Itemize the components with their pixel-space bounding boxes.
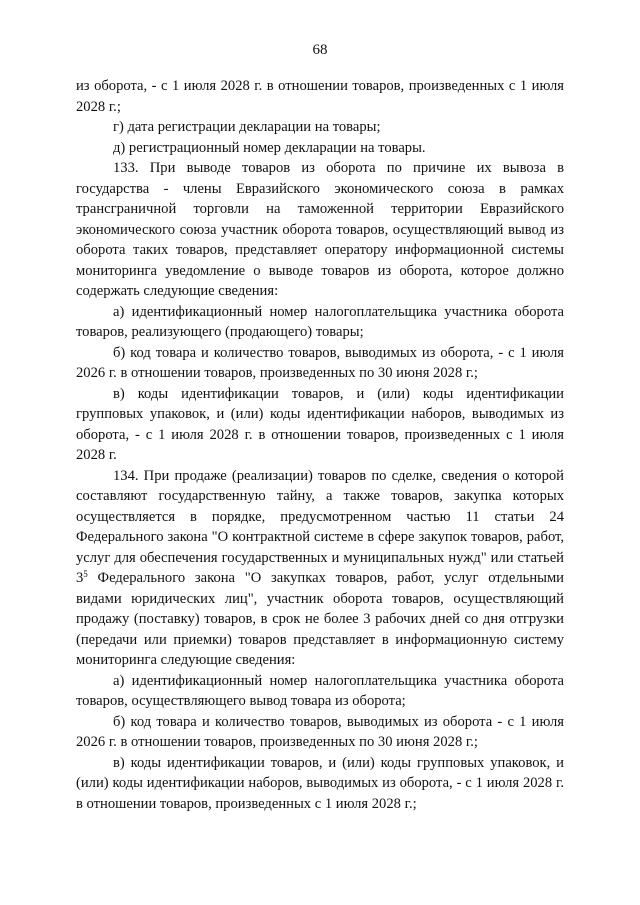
paragraph-item-a: а) идентификационный номер налогоплательщика участника оборота товаров, реализующего (продающего) товары; <box>76 303 564 340</box>
clause-134-text-part2: Федерального закона "О закупках товаров, работ, услуг отдельными видами юридических лиц", участник оборота товаров, осуществляющий продажу (поставку) товаров, в срок не более 3 рабочих дней со дня отгрузки (передачи или приемки) товаров представляет в информационную систему мониторинга следующие сведения: <box>76 570 564 668</box>
paragraph-item-d: д) регистрационный номер декларации на товары. <box>113 139 426 156</box>
paragraph-item-v: в) коды идентификации товаров, и (или) коды идентификации групповых упаковок, и (или) коды идентификации наборов, выводимых из оборота, - с 1 июля 2028 г. в отношении товаров, произведенных с 1 июля 2028 г. <box>76 385 564 463</box>
paragraph-clause-133: 133. При выводе товаров из оборота по причине их вывоза в государства - члены Евразийского экономического союза в рамках трансграничной торговли на таможенной территории Евразийского экономического союза участник оборота товаров, осуществляющий вывод из оборота таких товаров, представляет оператору информационной системы мониторинга уведомление о выводе товаров из оборота, которое должно содержать следующие сведения: <box>76 160 564 299</box>
paragraph-item-b: б) код товара и количество товаров, выводимых из оборота, - с 1 июля 2026 г. в отношении товаров, произведенных по 30 июня 2028 г.; <box>76 344 564 381</box>
page-number: 68 <box>312 42 328 58</box>
paragraph-clause-134 <box>76 466 564 671</box>
paragraph-continuation: из оборота, - с 1 июля 2028 г. в отношении товаров, произведенных с 1 июля 2028 г.; <box>76 78 564 115</box>
article-superscript: 5 <box>83 569 88 579</box>
paragraph-item-a-2: а) идентификационный номер налогоплательщика участника оборота товаров, осуществляющего вывод товара из оборота; <box>76 672 564 709</box>
clause-134-text-part1: 134. При продаже (реализации) товаров по сделке, сведения о которой составляют государственную тайну, а также товаров, закупка которых осуществляется в порядке, предусмотренном частью 11 статьи 24 Федерального закона "О контрактной системе в сфере закупок товаров, работ, услуг для обеспечения государственных и муниципальных нужд" или статьей 3 <box>76 467 564 586</box>
paragraph-item-v-2: в) коды идентификации товаров, и (или) коды групповых упаковок, и (или) коды идентификации наборов, выводимых из оборота, - с 1 июля 2028 г. в отношении товаров, произведенных с 1 июля 2028 г.; <box>76 754 564 812</box>
document-body <box>76 76 564 814</box>
paragraph-item-g: г) дата регистрации декларации на товары; <box>113 119 381 135</box>
paragraph-item-b-2: б) код товара и количество товаров, выводимых из оборота - с 1 июля 2026 г. в отношении товаров, произведенных по 30 июня 2028 г.; <box>76 713 564 750</box>
